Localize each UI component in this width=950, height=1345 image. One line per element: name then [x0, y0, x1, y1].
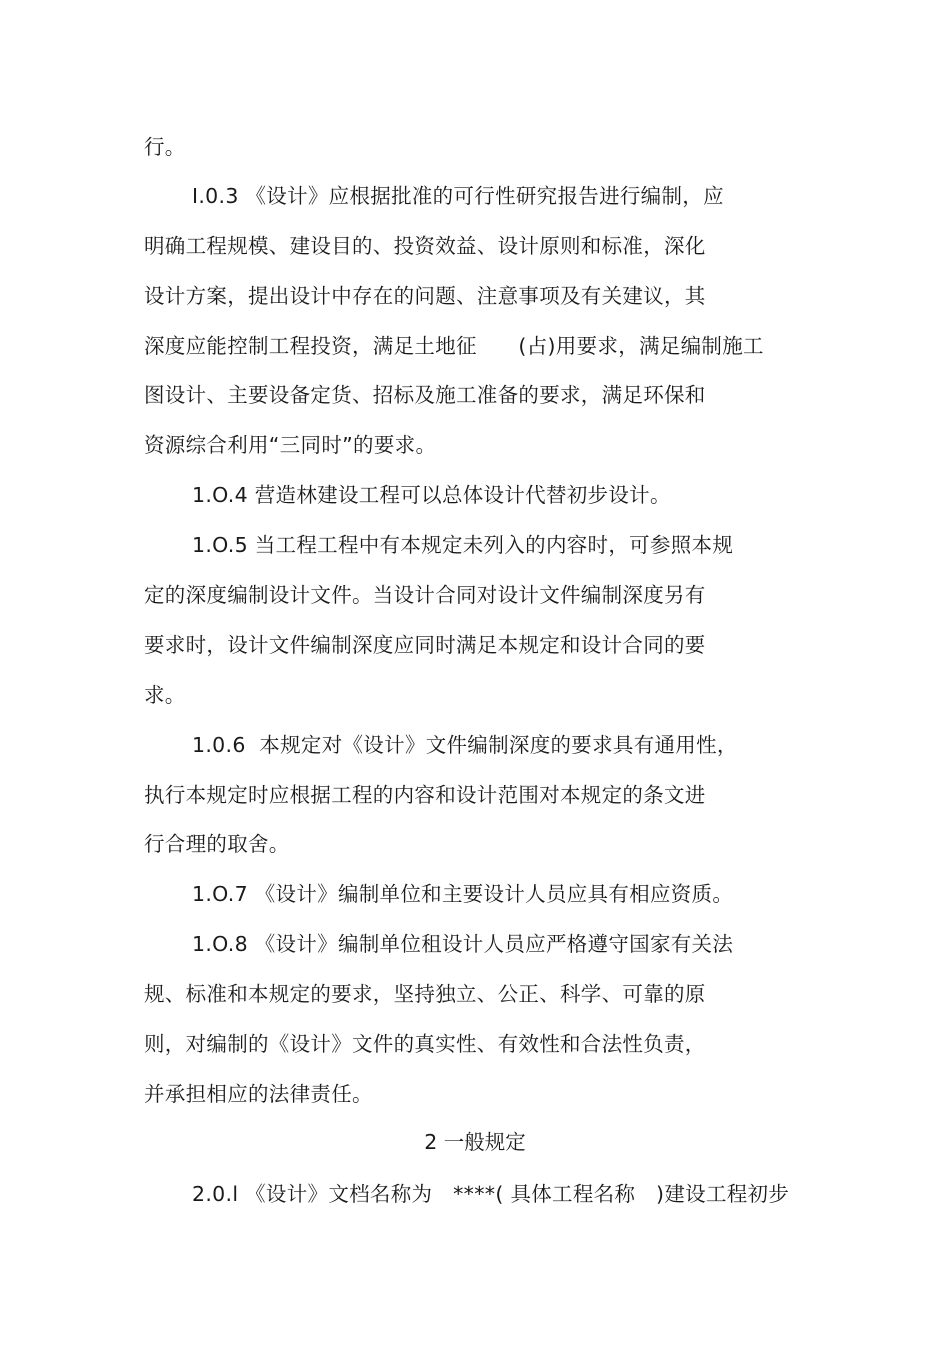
clause-1-0-8-line: 1.O.8 《设计》编制单位租设计人员应严格遵守国家有关法 [192, 932, 734, 956]
clause-1-0-4-line: 1.O.4 营造林建设工程可以总体设计代替初步设计。 [192, 483, 671, 507]
paragraph-line: 规、标准和本规定的要求，坚持独立、公正、科学、可靠的原 [144, 982, 706, 1006]
paragraph-line: 求。 [144, 683, 186, 707]
section-heading: 2 一般规定 [424, 1130, 526, 1154]
paragraph-line: 明确工程规模、建设目的、投资效益、设计原则和标准，深化 [144, 234, 706, 258]
paragraph-line: 要求时，设计文件编制深度应同时满足本规定和设计合同的要 [144, 633, 706, 657]
paragraph-line: 深度应能控制工程投资，满足土地征 (占)用要求，满足编制施工 [144, 334, 764, 358]
paragraph-line: 资源综合利用“三同时”的要求。 [144, 433, 437, 457]
paragraph-line: 并承担相应的法律责任。 [144, 1082, 373, 1106]
paragraph-line: 行。 [144, 135, 186, 159]
paragraph-line: 设计方案，提出设计中存在的问题、注意事项及有关建议，其 [144, 284, 706, 308]
paragraph-line: 行合理的取舍。 [144, 832, 290, 856]
paragraph-line: 图设计、主要设备定货、招标及施工准备的要求，满足环保和 [144, 383, 706, 407]
clause-1-0-6-line: 1.0.6 本规定对《设计》文件编制深度的要求具有通用性， [192, 733, 738, 757]
paragraph-line: 执行本规定时应根据工程的内容和设计范围对本规定的条文进 [144, 783, 706, 807]
clause-1-0-7-line: 1.O.7 《设计》编制单位和主要设计人员应具有相应资质。 [192, 882, 734, 906]
paragraph-line: 定的深度编制设计文件。当设计合同对设计文件编制深度另有 [144, 583, 706, 607]
paragraph-line: 则，对编制的《设计》文件的真实性、有效性和合法性负责， [144, 1032, 706, 1056]
clause-2-0-1-line: 2.0.l 《设计》文档名称为 ****( 具体工程名称 )建设工程初步 [192, 1182, 790, 1206]
clause-1-0-3-line: I.0.3 《设计》应根据批准的可行性研究报告进行编制，应 [192, 184, 724, 208]
clause-1-0-5-line: 1.O.5 当工程工程中有本规定未列入的内容时，可参照本规 [192, 533, 734, 557]
